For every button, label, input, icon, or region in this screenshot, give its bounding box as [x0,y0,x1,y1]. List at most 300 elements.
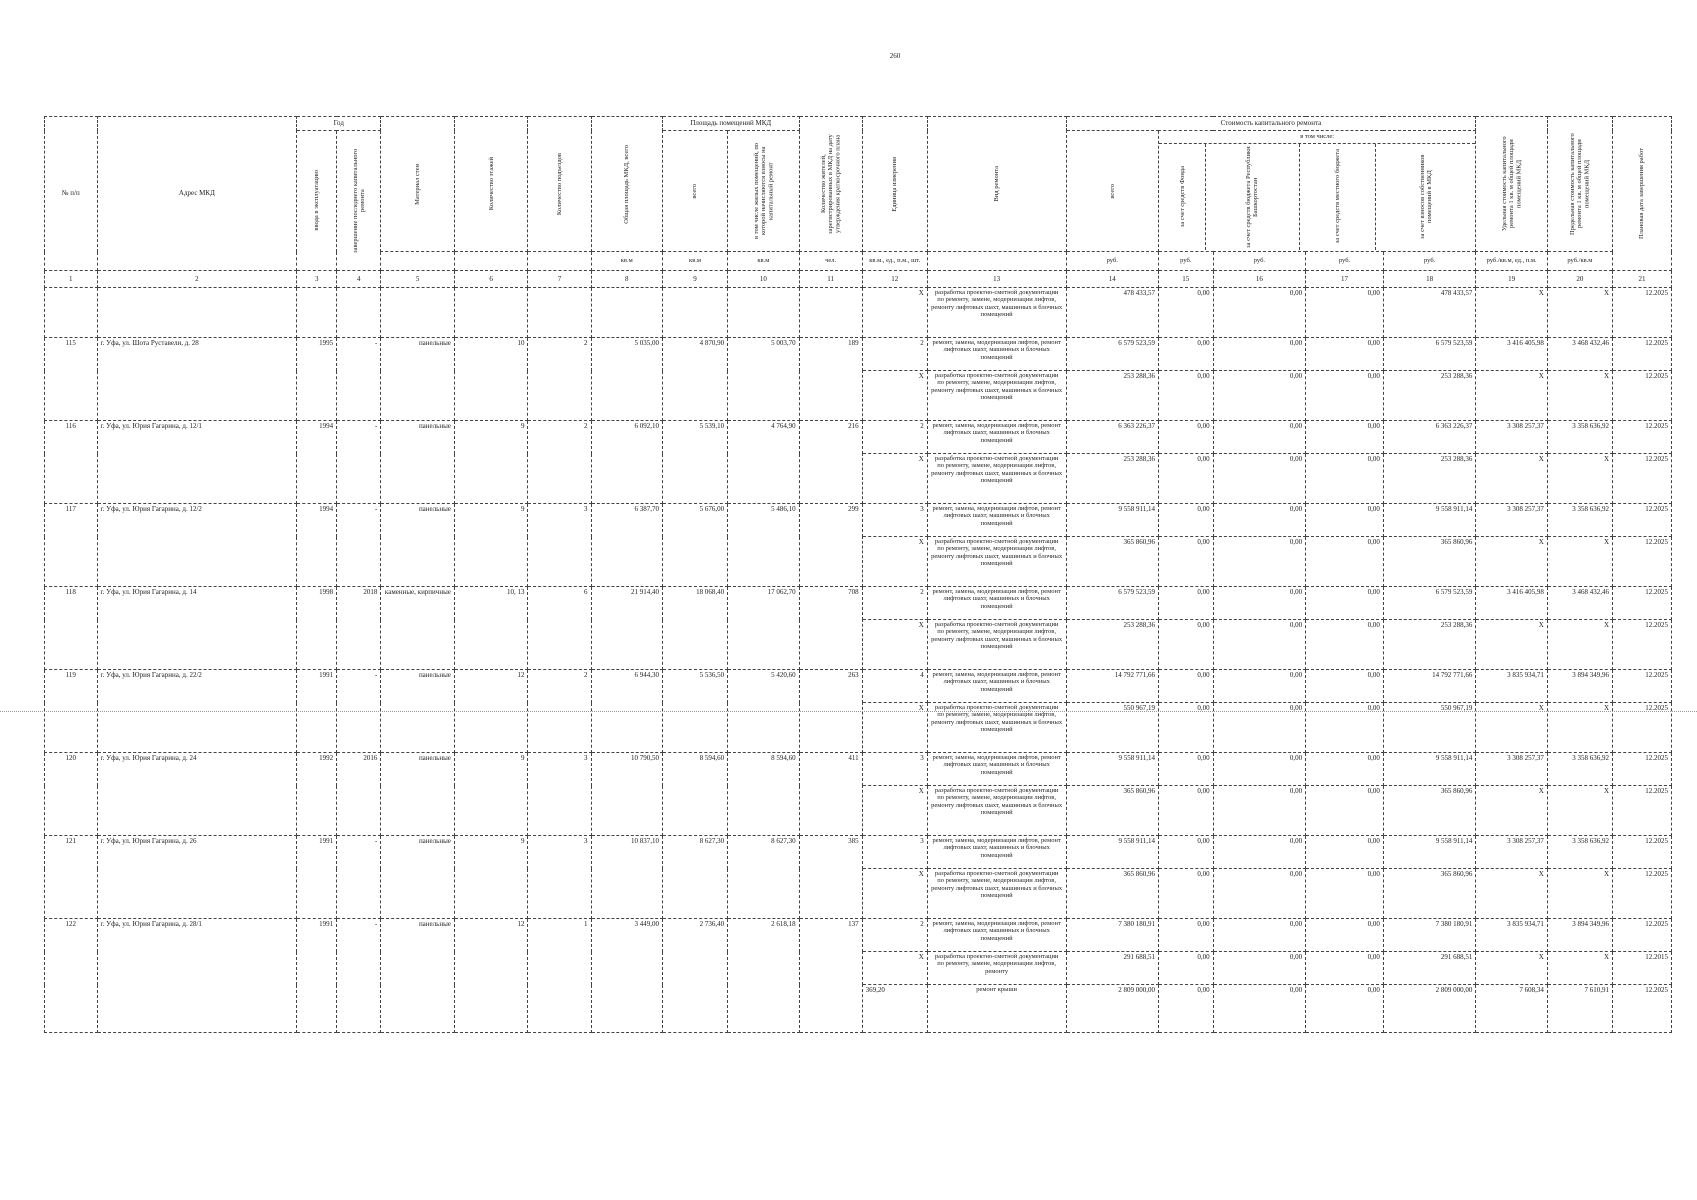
year-commissioned: 1991 [297,670,337,753]
floors-count: 10 [454,338,528,421]
column-number: 21 [1613,271,1672,288]
column-numbers-row [45,271,1672,288]
residents-count: 263 [799,670,862,753]
table-row [45,504,1672,537]
header-cost-owners: за счет взносов собственников помещений в МКД [1418,154,1433,239]
column-number: 17 [1306,271,1384,288]
unit-cell: руб. [1306,252,1384,271]
repair-unit: 2 [862,338,927,371]
cost-rb: 0,00 [1213,919,1305,952]
total-area: 21 914,40 [591,587,662,670]
entrances-count: 3 [528,836,591,919]
floors-count: 12 [454,919,528,1033]
specific-cost: X [1476,620,1547,670]
row-number: 119 [45,670,98,753]
year-commissioned: 1994 [297,421,337,504]
cost-owners: 365 860,96 [1383,537,1476,587]
floors-count: 9 [454,421,528,504]
residents-count: 385 [799,836,862,919]
cost-fund: 0,00 [1158,504,1213,537]
header-specific-cost: Удельная стоимость капитального ремонта 1 кв. м общей площади помещений МКД [1500,136,1523,232]
limit-cost: 3 894 349,96 [1547,919,1612,952]
cost-fund: 0,00 [1158,952,1213,985]
cost-total: 9 558 911,14 [1066,504,1158,537]
unit-cell: кв.м [662,252,727,271]
header-area-group: Площадь помещений МКД [662,117,799,131]
area-all: 8 627,30 [662,836,727,919]
header-address: Адрес МКД [97,117,297,271]
repair-unit: 2 [862,421,927,454]
repair-unit: X [862,454,927,504]
repair-type-lift: ремонт, замена, модернизация лифтов, ремонт лифтовых шахт, машинных и блочных помещений [927,836,1066,869]
cost-fund: 0,00 [1158,869,1213,919]
cost-rb: 0,00 [1213,786,1305,836]
total-area: 6 944,30 [591,670,662,753]
year-commissioned: 1998 [297,587,337,670]
header-cost-total: всего [1108,183,1116,199]
repair-unit: 369,20 [862,985,927,1033]
repair-type-lift: ремонт, замена, модернизация лифтов, ремонт лифтовых шахт, машинных и блочных помещений [927,670,1066,703]
entrances-count: 3 [528,753,591,836]
column-number: 1 [45,271,98,288]
cost-total: 253 288,36 [1066,371,1158,421]
table-row [45,338,1672,371]
repair-unit: X [862,786,927,836]
planned-date: 12.2025 [1613,703,1672,753]
cost-rb: 0,00 [1213,620,1305,670]
floors-count: 9 [454,504,528,587]
specific-cost: 3 308 257,37 [1476,836,1547,869]
planned-date: 12.2025 [1613,919,1672,952]
planned-date: 12.2025 [1613,869,1672,919]
column-number: 7 [528,271,591,288]
cost-local: 0,00 [1306,537,1384,587]
wall-material: каменные, кирпичные [381,587,455,670]
unit-cell: руб. [1158,252,1213,271]
planned-date: 12.2025 [1613,753,1672,786]
unit-cell [528,252,591,271]
building-address: г. Уфа, ул. Юрия Гагарина, д. 22/2 [97,670,297,753]
cost-owners: 9 558 911,14 [1383,836,1476,869]
header-last-repair: завершение последнего капитального ремонта [351,148,366,253]
cost-local: 0,00 [1306,587,1384,620]
header-number: № п/п [45,117,98,271]
planned-date: 12.2025 [1613,786,1672,836]
cost-fund: 0,00 [1158,288,1213,338]
cost-owners: 550 967,19 [1383,703,1476,753]
cost-owners: 253 288,36 [1383,620,1476,670]
building-address: г. Уфа, ул. Юрия Гагарина, д. 28/1 [97,919,297,1033]
table-row [45,670,1672,703]
entrances-count: 1 [528,919,591,1033]
empty-cell [45,288,98,338]
header-cost-rb: за счет средств бюджета Республики Башкортостан [1245,145,1260,248]
cost-local: 0,00 [1306,288,1384,338]
cost-total: 550 967,19 [1066,703,1158,753]
row-number: 116 [45,421,98,504]
area-all: 18 068,40 [662,587,727,670]
cost-rb: 0,00 [1213,537,1305,587]
wall-material: панельные [381,338,455,421]
wall-material: панельные [381,421,455,504]
residents-count: 137 [799,919,862,1033]
cost-rb: 0,00 [1213,587,1305,620]
repair-type-design: разработка проектно-сметной документации по ремонту, замене, модернизации лифтов, ремонту лифтовых шахт, машинных и блочных помещений [927,454,1066,504]
repair-type-lift: ремонт, замена, модернизация лифтов, ремонт лифтовых шахт, машинных и блочных помещений [927,587,1066,620]
cost-local: 0,00 [1306,919,1384,952]
cost-rb: 0,00 [1213,421,1305,454]
planned-date: 12.2025 [1613,670,1672,703]
cost-owners: 253 288,36 [1383,371,1476,421]
last-repair-year: - [337,919,381,1033]
table-row [45,753,1672,786]
limit-cost: 3 468 432,46 [1547,338,1612,371]
column-number: 8 [591,271,662,288]
column-number: 10 [728,271,799,288]
cost-total: 9 558 911,14 [1066,753,1158,786]
limit-cost: X [1547,952,1612,985]
specific-cost: 3 835 934,71 [1476,919,1547,952]
last-repair-year: - [337,338,381,421]
cost-local: 0,00 [1306,670,1384,703]
header-wall-material: Материал стен [414,163,422,205]
unit-cell: чел. [799,252,862,271]
empty-cell [381,288,455,338]
column-number: 5 [381,271,455,288]
cost-owners: 6 579 523,59 [1383,587,1476,620]
year-commissioned: 1995 [297,338,337,421]
cost-fund: 0,00 [1158,537,1213,587]
repair-unit: X [862,371,927,421]
scan-artifact-line [0,711,1697,713]
unit-cell: руб. [1213,252,1305,271]
cost-total: 2 809 000,00 [1066,985,1158,1033]
header-repair-type: Вид ремонта [993,166,1001,202]
header-year-commissioned: ввода в эксплуатацию [313,170,321,231]
planned-date: 12.2015 [1613,952,1672,985]
limit-cost: X [1547,371,1612,421]
header-total-area: Общая площадь МКД, всего [623,144,631,224]
repair-unit: 3 [862,836,927,869]
header-floors: Количество этажей [487,157,495,211]
floors-count: 10, 13 [454,587,528,670]
repair-type-roof: ремонт крыши [927,985,1066,1033]
last-repair-year: - [337,421,381,504]
cost-owners: 365 860,96 [1383,786,1476,836]
repair-type-design: разработка проектно-сметной документации по ремонту, замене, модернизации лифтов, ремонту лифтовых шахт, машинных и блочных помещений [927,703,1066,753]
cost-local: 0,00 [1306,703,1384,753]
cost-local: 0,00 [1306,620,1384,670]
repair-type-lift: ремонт, замена, модернизация лифтов, ремонт лифтовых шахт, машинных и блочных помещений [927,919,1066,952]
total-area: 3 449,00 [591,919,662,1033]
building-address: г. Уфа, ул. Юрия Гагарина, д. 12/2 [97,504,297,587]
limit-cost: X [1547,869,1612,919]
repair-unit: X [862,620,927,670]
cost-local: 0,00 [1306,985,1384,1033]
specific-cost: 3 835 934,71 [1476,670,1547,703]
cost-owners: 6 579 523,59 [1383,338,1476,371]
cost-fund: 0,00 [1158,587,1213,620]
cost-total: 365 860,96 [1066,537,1158,587]
residents-count: 189 [799,338,862,421]
limit-cost: 7 610,91 [1547,985,1612,1033]
repair-unit: 2 [862,587,927,620]
unit-cell: кв.м [591,252,662,271]
row-number: 115 [45,338,98,421]
area-all: 2 736,40 [662,919,727,1033]
cost-total: 6 579 523,59 [1066,338,1158,371]
repair-type-design: разработка проектно-сметной документации по ремонту, замене, модернизации лифтов, ремонту лифтовых шахт, машинных и блочных помещений [927,869,1066,919]
planned-date: 12.2025 [1613,421,1672,454]
area-living: 8 594,60 [728,753,799,836]
building-address: г. Уфа, ул. Шота Руставели, д. 28 [97,338,297,421]
column-number: 6 [454,271,528,288]
cost-rb: 0,00 [1213,952,1305,985]
last-repair-year: - [337,670,381,753]
limit-cost: 3 358 636,92 [1547,836,1612,869]
cost-owners: 9 558 911,14 [1383,504,1476,537]
column-number: 14 [1066,271,1158,288]
cost-rb: 0,00 [1213,504,1305,537]
cost-owners: 2 809 000,00 [1383,985,1476,1033]
planned-date: 12.2025 [1613,371,1672,421]
area-all: 8 594,60 [662,753,727,836]
header-residents: Количество жителей, зарегистрированных в МКД на дату утверждения краткосрочного плана [819,134,842,234]
specific-cost: X [1476,288,1547,338]
column-number: 2 [97,271,297,288]
cost-total: 6 363 226,37 [1066,421,1158,454]
specific-cost: X [1476,371,1547,421]
unit-cell: руб./кв.м, ед., п.м. [1476,252,1547,271]
floors-count: 9 [454,753,528,836]
repair-unit: X [862,288,927,338]
cost-owners: 253 288,36 [1383,454,1476,504]
wall-material: панельные [381,504,455,587]
cost-fund: 0,00 [1158,786,1213,836]
repair-type-design: разработка проектно-сметной документации по ремонту, замене, модернизации лифтов, ремонту [927,952,1066,985]
row-number: 117 [45,504,98,587]
header-cost-group: Стоимость капитального ремонта [1066,117,1476,131]
entrances-count: 2 [528,421,591,504]
empty-cell [528,288,591,338]
header-entrances: Количество подъездов [555,152,563,216]
total-area: 10 790,50 [591,753,662,836]
repair-unit: 3 [862,504,927,537]
cost-total: 365 860,96 [1066,786,1158,836]
empty-cell [97,288,297,338]
cost-local: 0,00 [1306,371,1384,421]
row-number: 120 [45,753,98,836]
row-number: 121 [45,836,98,919]
repair-unit: X [862,703,927,753]
unit-cell: кв.м [728,252,799,271]
empty-cell [799,288,862,338]
cost-owners: 7 380 180,91 [1383,919,1476,952]
planned-date: 12.2025 [1613,985,1672,1033]
page-number: 260 [889,52,901,60]
cost-local: 0,00 [1306,753,1384,786]
cost-local: 0,00 [1306,338,1384,371]
last-repair-year: 2016 [337,753,381,836]
limit-cost: X [1547,454,1612,504]
column-number: 19 [1476,271,1547,288]
empty-cell [297,288,337,338]
cost-fund: 0,00 [1158,454,1213,504]
header-area-all: всего [691,183,699,199]
wall-material: панельные [381,836,455,919]
cost-local: 0,00 [1306,504,1384,537]
cost-owners: 365 860,96 [1383,869,1476,919]
unit-cell [381,252,455,271]
cost-total: 253 288,36 [1066,454,1158,504]
area-all: 5 676,00 [662,504,727,587]
year-commissioned: 1991 [297,836,337,919]
header-including: в том числе: [1159,133,1475,144]
unit-cell: руб./кв.м [1547,252,1612,271]
empty-cell [591,288,662,338]
unit-cell: руб. [1383,252,1476,271]
planned-date: 12.2025 [1613,288,1672,338]
limit-cost: 3 894 349,96 [1547,670,1612,703]
column-number: 15 [1158,271,1213,288]
floors-count: 12 [454,670,528,753]
repair-unit: X [862,537,927,587]
cost-local: 0,00 [1306,421,1384,454]
cost-total: 478 433,57 [1066,288,1158,338]
repair-unit: 2 [862,919,927,952]
area-living: 5 420,60 [728,670,799,753]
header-cost-fund: за счет средств Фонда [1178,165,1186,228]
cost-fund: 0,00 [1158,836,1213,869]
limit-cost: X [1547,288,1612,338]
area-all: 5 539,10 [662,421,727,504]
cost-fund: 0,00 [1158,919,1213,952]
header-planned-date: Плановая дата завершения работ [1638,147,1646,240]
header-area-living: в том числе жилых помещений, по которой начисляются взносы на капитальный ремонт [752,142,774,240]
cost-fund: 0,00 [1158,371,1213,421]
row-number: 118 [45,587,98,670]
repair-type-design: разработка проектно-сметной документации по ремонту, замене, модернизации лифтов, ремонту лифтовых шахт, машинных и блочных помещений [927,786,1066,836]
last-repair-year: 2018 [337,587,381,670]
cost-owners: 14 792 771,66 [1383,670,1476,703]
building-address: г. Уфа, ул. Юрия Гагарина, д. 14 [97,587,297,670]
unit-cell [927,252,1066,271]
limit-cost: 3 468 432,46 [1547,587,1612,620]
cost-total: 7 380 180,91 [1066,919,1158,952]
repair-type-lift: ремонт, замена, модернизация лифтов, ремонт лифтовых шахт, машинных и блочных помещений [927,338,1066,371]
wall-material: панельные [381,919,455,1033]
table-row [45,421,1672,454]
cost-local: 0,00 [1306,952,1384,985]
area-living: 2 618,18 [728,919,799,1033]
limit-cost: 3 358 636,92 [1547,504,1612,537]
cost-rb: 0,00 [1213,869,1305,919]
limit-cost: X [1547,537,1612,587]
specific-cost: 3 416 405,98 [1476,338,1547,371]
planned-date: 12.2025 [1613,537,1672,587]
entrances-count: 2 [528,670,591,753]
residents-count: 708 [799,587,862,670]
total-area: 10 837,10 [591,836,662,919]
specific-cost: X [1476,537,1547,587]
column-number: 18 [1383,271,1476,288]
cost-local: 0,00 [1306,786,1384,836]
cost-total: 6 579 523,59 [1066,587,1158,620]
floors-count: 9 [454,836,528,919]
column-number: 11 [799,271,862,288]
entrances-count: 2 [528,338,591,421]
wall-material: панельные [381,670,455,753]
repair-type-design: разработка проектно-сметной документации по ремонту, замене, модернизации лифтов, ремонту лифтовых шахт, машинных и блочных помещений [927,537,1066,587]
cost-rb: 0,00 [1213,371,1305,421]
entrances-count: 3 [528,504,591,587]
empty-cell [454,288,528,338]
repair-unit: X [862,869,927,919]
specific-cost: X [1476,786,1547,836]
planned-date: 12.2025 [1613,454,1672,504]
wall-material: панельные [381,753,455,836]
limit-cost: X [1547,786,1612,836]
area-living: 5 003,70 [728,338,799,421]
year-commissioned: 1991 [297,919,337,1033]
table-row [45,919,1672,952]
specific-cost: X [1476,703,1547,753]
total-area: 5 035,00 [591,338,662,421]
empty-cell [662,288,727,338]
column-number: 3 [297,271,337,288]
area-living: 8 627,30 [728,836,799,919]
unit-cell [454,252,528,271]
empty-cell [728,288,799,338]
cost-fund: 0,00 [1158,620,1213,670]
last-repair-year: - [337,504,381,587]
residents-count: 411 [799,753,862,836]
cost-owners: 9 558 911,14 [1383,753,1476,786]
cost-fund: 0,00 [1158,703,1213,753]
total-area: 6 387,70 [591,504,662,587]
row-number: 122 [45,919,98,1033]
repair-type-lift: ремонт, замена, модернизация лифтов, ремонт лифтовых шахт, машинных и блочных помещений [927,504,1066,537]
specific-cost: 7 608,34 [1476,985,1547,1033]
repair-unit: X [862,952,927,985]
cost-rb: 0,00 [1213,753,1305,786]
cost-total: 14 792 771,66 [1066,670,1158,703]
specific-cost: X [1476,454,1547,504]
specific-cost: 3 308 257,37 [1476,504,1547,537]
column-number: 13 [927,271,1066,288]
repair-type-design: разработка проектно-сметной документации по ремонту, замене, модернизации лифтов, ремонту лифтовых шахт, машинных и блочных помещений [927,620,1066,670]
table-row [45,836,1672,869]
specific-cost: X [1476,869,1547,919]
area-living: 5 486,10 [728,504,799,587]
specific-cost: 3 308 257,37 [1476,421,1547,454]
repair-unit: 3 [862,753,927,786]
year-commissioned: 1992 [297,753,337,836]
cost-fund: 0,00 [1158,753,1213,786]
last-repair-year: - [337,836,381,919]
residents-count: 216 [799,421,862,504]
planned-date: 12.2025 [1613,836,1672,869]
building-address: г. Уфа, ул. Юрия Гагарина, д. 26 [97,836,297,919]
header-unit: Единица измерения [891,156,899,212]
planned-date: 12.2025 [1613,338,1672,371]
repair-type-design: разработка проектно-сметной документации по ремонту, замене, модернизации лифтов, ремонту лифтовых шахт, машинных и блочных помещений [927,288,1066,338]
entrances-count: 6 [528,587,591,670]
building-address: г. Уфа, ул. Юрия Гагарина, д. 24 [97,753,297,836]
area-living: 4 764,90 [728,421,799,504]
empty-cell [337,288,381,338]
limit-cost: 3 358 636,92 [1547,421,1612,454]
